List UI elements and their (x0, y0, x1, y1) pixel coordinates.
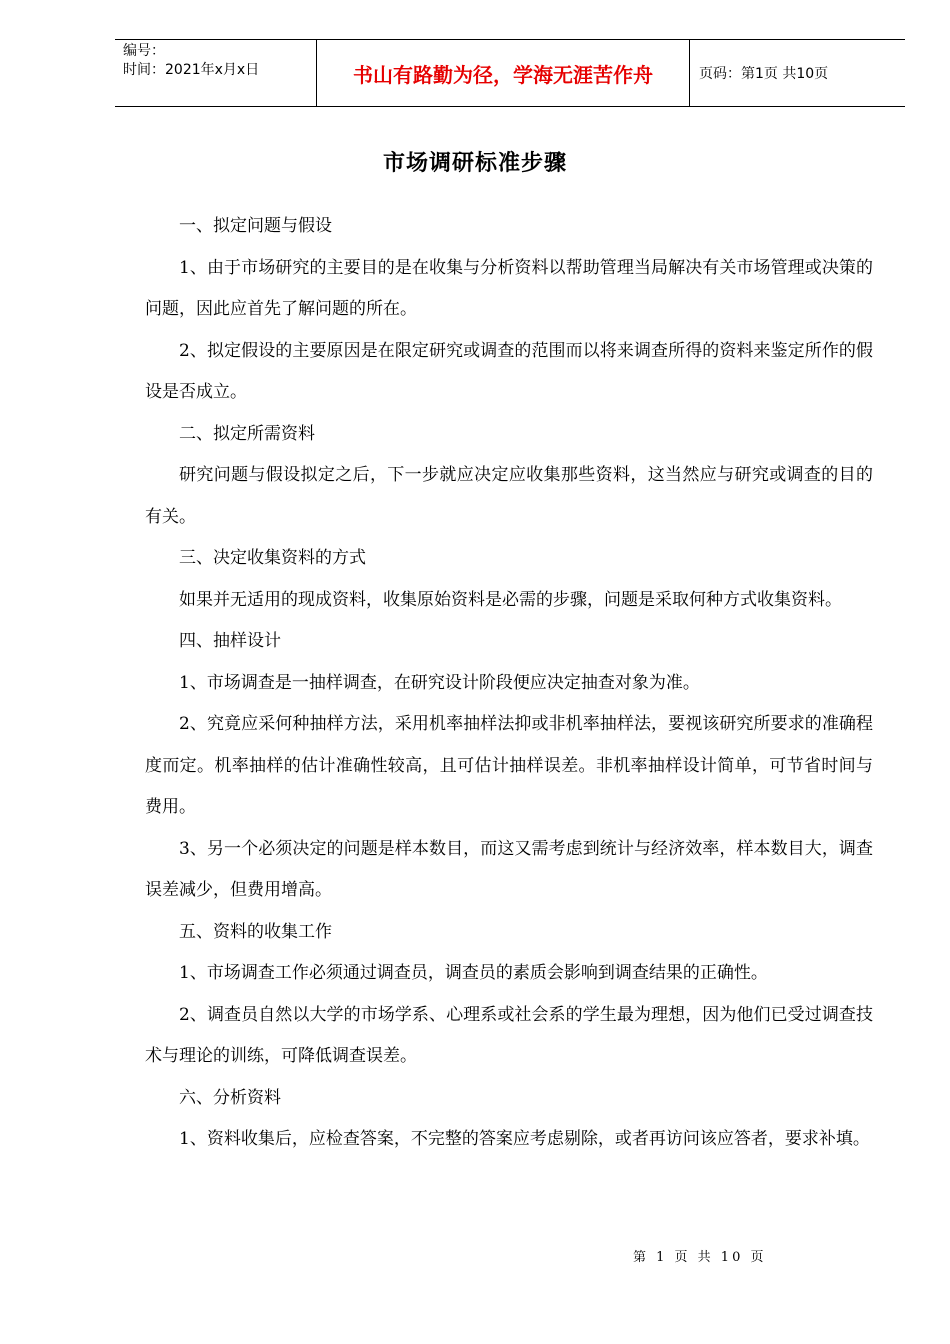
time-label: 时间：2021年x月x日 (123, 62, 260, 78)
paragraph: 1、市场调查是一抽样调查，在研究设计阶段便应决定抽查对象为准。 (179, 672, 700, 693)
motto-cell (316, 40, 690, 106)
paragraph: 一、拟定问题与假设 (179, 216, 332, 236)
paragraph: 1、市场调查工作必须通过调查员，调查员的素质会影响到调查结果的正确性。 (179, 963, 768, 983)
paragraph: 二、拟定所需资料 (179, 423, 315, 444)
paragraph: 2、拟定假设的主要原因是在限定研究或调查的范围而以将来调查所得的资料来鉴定所作的假设是否成立。 (145, 340, 873, 402)
page-footer: 第 1 页 共 10 页 (633, 1250, 767, 1265)
motto-text: 书山有路勤为径，学海无涯苦作舟 (353, 62, 653, 87)
paragraph: 2、调查员自然以大学的市场学系、心理系或社会系的学生最为理想，因为他们已受过调查技术与理论的训练，可降低调查误差。 (145, 1004, 873, 1066)
paragraph: 1、资料收集后，应检查答案，不完整的答案应考虑剔除，或者再访问该应答者，要求补填。 (179, 1129, 870, 1149)
page-header (115, 39, 905, 107)
number-label: 编号： (123, 43, 165, 59)
paragraph: 3、另一个必须决定的问题是样本数目，而这又需考虑到统计与经济效率，样本数目大，调查误差减少，但费用增高。 (145, 838, 873, 900)
document-body (145, 206, 873, 1161)
document-title: 市场调研标准步骤 (382, 150, 567, 176)
paragraph: 研究问题与假设拟定之后，下一步就应决定应收集那些资料，这当然应与研究或调查的目的有关。 (145, 465, 873, 527)
paragraph: 三、决定收集资料的方式 (179, 548, 366, 568)
paragraph: 2、究竟应采何种抽样方法，采用机率抽样法抑或非机率抽样法，要视该研究所要求的准确程度而定。机率抽样的估计准确性较高，且可估计抽样误差。非机率抽样设计简单，可节省时间与费用。 (145, 714, 873, 817)
paragraph: 六、分析资料 (179, 1087, 281, 1108)
page-info-text: 页码：第1页 共10页 (699, 66, 829, 82)
paragraph: 如果并无适用的现成资料，收集原始资料是必需的步骤，问题是采取何种方式收集资料。 (179, 589, 842, 610)
paragraph: 1、由于市场研究的主要目的是在收集与分析资料以帮助管理当局解决有关市场管理或决策的问题，因此应首先了解问题的所在。 (145, 257, 873, 319)
page-info-cell (690, 40, 905, 106)
paragraph: 五、资料的收集工作 (179, 921, 332, 942)
header-meta-cell (115, 40, 316, 106)
paragraph: 四、抽样设计 (179, 631, 281, 651)
